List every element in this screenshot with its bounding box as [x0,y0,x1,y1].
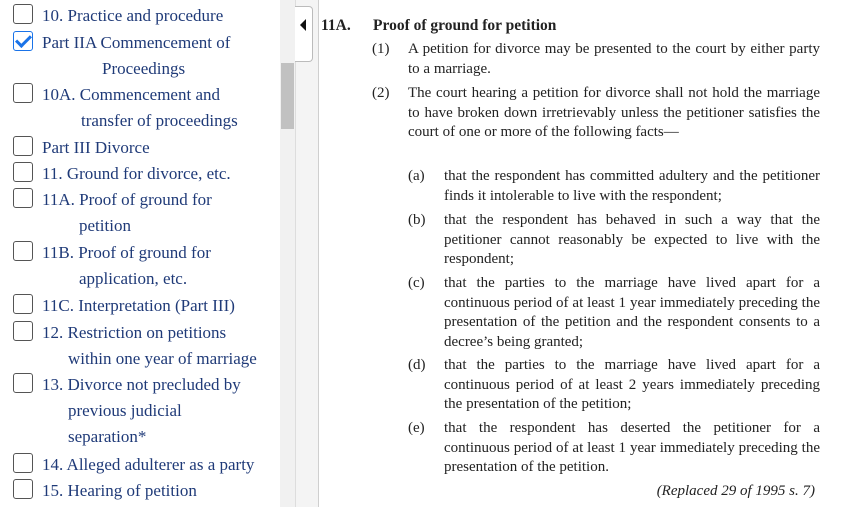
toc-panel [0,0,280,507]
toc-checkbox[interactable] [13,4,33,24]
paragraph-a [408,167,820,206]
toc-item-label[interactable]: 14. Alleged adulterer as a party [42,455,255,474]
toc-checkbox[interactable] [13,294,33,314]
toc-checkbox[interactable] [13,479,33,499]
paragraph-b [408,211,820,270]
toc-item-label[interactable]: 11B. Proof of ground for application, etc. [42,243,211,288]
subsection-2 [372,84,820,143]
toc-item-11[interactable] [13,161,278,187]
collapse-panel-button[interactable] [295,6,313,62]
toc-item-label[interactable]: 10. Practice and procedure [42,6,224,25]
toc-item-part-iia[interactable] [13,30,278,82]
toc-checkbox[interactable] [13,188,33,208]
paragraph-text: that the respondent has behaved in such a way that the petitioner cannot reasonably be expected to live with the respondent; [444,212,820,267]
paragraph-d [408,356,820,415]
toc-checkbox[interactable] [13,453,33,473]
scrollbar-thumb[interactable] [281,63,294,129]
paragraph-c [408,274,820,352]
toc-checkbox-checked[interactable] [13,31,33,51]
toc-item-label[interactable]: Part IIA Commencement of Proceedings [42,33,231,78]
toc-item-label[interactable]: 13. Divorce not precluded by previous judicial separation* [42,375,241,446]
toc-item-label[interactable]: 15. Hearing of petition [42,481,197,500]
subsection-1 [372,40,820,79]
toc-item-13[interactable] [13,372,278,450]
section-title: Proof of ground for petition [373,17,557,34]
panel-divider [295,0,319,507]
subsection-text: The court hearing a petition for divorce shall not hold the marriage to have broken down irretrievably unless the petitioner satisfies the court of one or more of the following facts— [408,85,820,140]
toc-item-14[interactable] [13,452,278,478]
toc-checkbox[interactable] [13,373,33,393]
caret-left-icon [300,19,306,31]
toc-item-12[interactable] [13,320,278,372]
toc-item-10a[interactable] [13,82,278,134]
toc-item-11c[interactable] [13,293,278,319]
toc-checkbox[interactable] [13,136,33,156]
toc-item-10[interactable] [13,3,278,29]
toc-item-label[interactable]: Part III Divorce [42,138,150,157]
toc-item-15[interactable] [13,478,278,504]
paragraph-text: that the respondent has committed adultery and the petitioner finds it intolerable to live with the respondent; [444,168,820,204]
toc-item-part-iii[interactable] [13,135,278,161]
paragraph-text: that the respondent has deserted the petitioner for a continuous period of at least 1 year immediately preceding the presentation of the petition. [444,420,820,475]
toc-checkbox[interactable] [13,162,33,182]
paragraph-number: (c) [408,275,425,291]
section-number: 11A. [321,17,351,34]
toc-scrollbar[interactable] [280,0,295,507]
paragraph-number: (d) [408,357,426,373]
toc-item-11a[interactable] [13,187,278,239]
toc-item-label[interactable]: 10A. Commencement and transfer of proceedings [42,85,238,130]
amendment-note: (Replaced 29 of 1995 s. 7) [656,483,815,499]
subsection-number: (1) [372,41,390,57]
paragraph-number: (a) [408,168,425,184]
paragraph-text: that the parties to the marriage have lived apart for a continuous period of at least 1 year immediately preceding the presentation of the petition and the respondent consents to a decree’s being granted; [444,275,820,350]
section-content [320,0,854,507]
toc-item-label[interactable]: 11. Ground for divorce, etc. [42,164,231,183]
toc-item-11b[interactable] [13,240,278,292]
toc-checkbox[interactable] [13,83,33,103]
toc-item-label[interactable]: 12. Restriction on petitions within one year of marriage [42,323,257,368]
paragraph-e [408,419,820,478]
subsection-text: A petition for divorce may be presented to the court by either party to a marriage. [408,41,820,77]
paragraph-number: (e) [408,420,425,436]
toc-item-label[interactable]: 11C. Interpretation (Part III) [42,296,235,315]
subsection-number: (2) [372,85,390,101]
paragraph-text: that the parties to the marriage have lived apart for a continuous period of at least 2 years immediately preceding the presentation of the petition; [444,357,820,412]
toc-item-label[interactable]: 11A. Proof of ground for petition [42,190,212,235]
paragraph-number: (b) [408,212,426,228]
toc-checkbox[interactable] [13,321,33,341]
toc-checkbox[interactable] [13,241,33,261]
